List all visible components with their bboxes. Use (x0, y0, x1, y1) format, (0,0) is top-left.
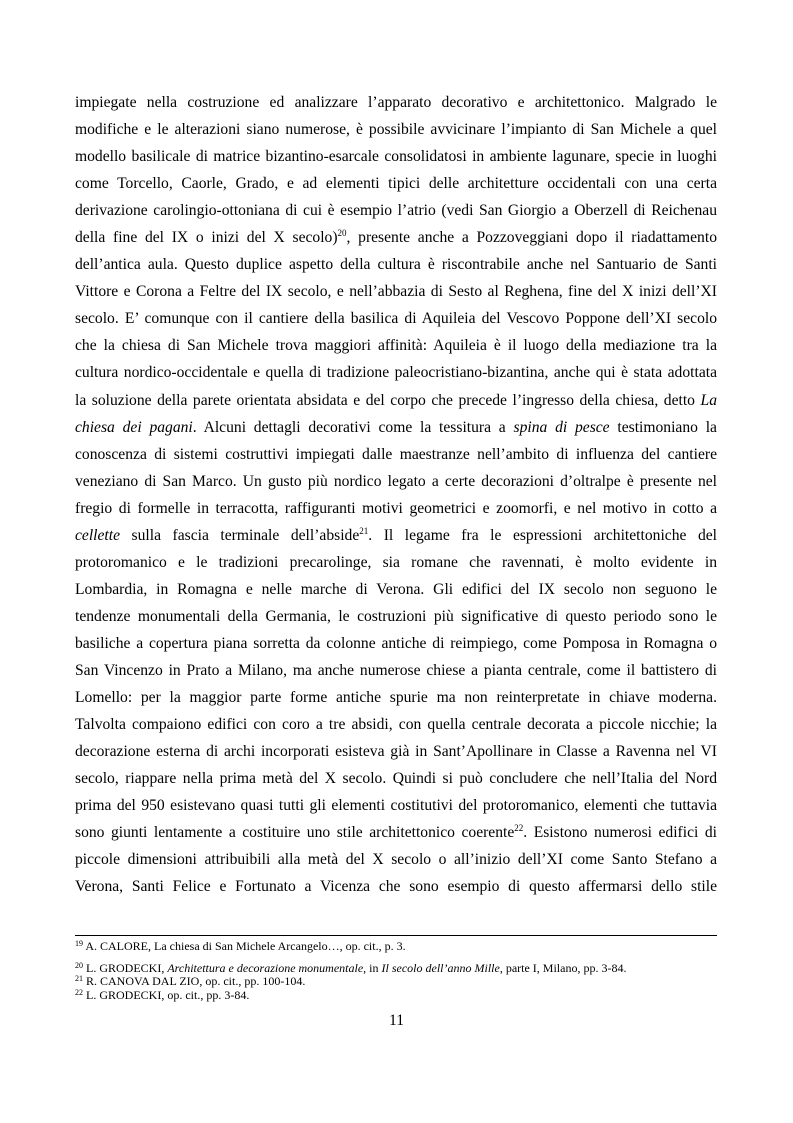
text-line (75, 116, 717, 143)
text-line (75, 603, 717, 630)
text-line (75, 305, 717, 332)
text-run: secolo. E’ comunque con il cantiere della basilica di Aquileia del Vescovo Poppone dell’XI secolo (75, 310, 717, 328)
text-line (75, 495, 717, 522)
text-run: , in (363, 961, 382, 976)
text-line (75, 278, 717, 305)
text-run: Lomello: per la maggior parte forme antiche spurie ma non reinterpretate in chiave moderna. (75, 689, 717, 707)
footnote-reference: 22 (75, 987, 83, 997)
text-run: testimoniano la (609, 418, 717, 436)
text-line (75, 170, 717, 197)
text-run: . Alcuni dettagli decorativi come la tessitura a (192, 418, 514, 436)
text-run: veneziano di San Marco. Un gusto più nordico legato a certe decorazioni d’oltralpe è presente nel (75, 472, 717, 490)
text-line (75, 414, 717, 441)
text-run: San Vincenzo in Prato a Milano, ma anche numerose chiese a pianta centrale, come il battistero di (75, 661, 717, 679)
text-run: protoromanico e le tradizioni precarolinge, sia romane che ravennati, è molto evidente in (75, 553, 717, 571)
text-line (75, 738, 717, 765)
text-line (75, 684, 717, 711)
footnote-reference: 19 (75, 939, 83, 948)
text-run: sono giunti lentamente a costituire uno stile architettonico coerente (75, 824, 515, 842)
text-run: modifiche e le alterazioni siano numerose, è possibile avvicinare l’impianto di San Michele a quel (75, 121, 717, 139)
text-run: prima del 950 esistevano quasi tutti gli elementi costitutivi del protoromanico, elementi che tuttavia (75, 797, 717, 815)
footnote-reference: 21 (75, 974, 83, 984)
text-run: Lombardia, in Romagna e nelle marche di Verona. Gli edifici del IX secolo non seguono le (75, 580, 717, 598)
text-line (75, 197, 717, 224)
text-run: sulla fascia terminale dell’abside (120, 526, 360, 544)
footnote-reference: 20 (75, 961, 83, 971)
text-run: impiegate nella costruzione ed analizzare l’apparato decorativo e architettonico. Malgrado le (75, 94, 717, 111)
text-line (75, 89, 717, 116)
text-line (75, 657, 717, 684)
text-run: la soluzione della parete orientata absidata e del corpo che precede l’ingresso della chiesa, detto (75, 391, 701, 409)
italic-text: Architettura e decorazione monumentale (167, 961, 364, 976)
text-line (75, 792, 717, 819)
text-line (75, 441, 717, 468)
text-run: Verona, Santi Felice e Fortunato a Vicenza che sono esempio di questo affermarsi dello stile (75, 878, 717, 896)
text-run: decorazione esterna di archi incorporati esisteva già in Sant’Apollinare in Classe a Ravenna nel VI (75, 743, 717, 761)
italic-text: La (700, 391, 717, 409)
body-text (75, 89, 717, 900)
text-run: L. GRODECKI, (83, 961, 168, 976)
italic-text: chiesa dei pagani (75, 418, 193, 436)
text-run: Vittore e Corona a Feltre del IX secolo, e nell’abbazia di Sesto al Reghena, fine del X inizi dell’XI (75, 283, 717, 301)
text-run: . Il legame fra le espressioni architettoniche del (368, 526, 718, 544)
text-run: piccole dimensioni attribuibili alla metà del X secolo o all’inizio dell’XI come Santo Stefano a (75, 851, 717, 869)
text-run: . Esistono numerosi edifici di (523, 824, 717, 842)
footnote-reference: 22 (514, 823, 524, 834)
page-number: 11 (388, 1012, 404, 1029)
text-run: secolo, riappare nella prima metà del X secolo. Quindi si può concludere che nell’Italia del Nord (75, 770, 717, 788)
text-run: Talvolta compaiono edifici con coro a tre absidi, con quella centrale decorata a piccole nicchie; la (75, 716, 717, 734)
text-line (75, 251, 717, 278)
text-run: come Torcello, Caorle, Grado, e ad elementi tipici delle architetture occidentali con una certa (75, 175, 717, 193)
footnotes (75, 940, 717, 1002)
text-run: basiliche a copertura piana sorretta da colonne antiche di reimpiego, come Pomposa in Romagna o (75, 634, 717, 652)
footnote (75, 940, 717, 953)
text-run: , presente anche a Pozzoveggiani dopo il riadattamento (346, 229, 717, 247)
text-line (75, 359, 717, 386)
text-run: L. GRODECKI, op. cit., pp. 3-84. (83, 987, 250, 1002)
text-line (75, 143, 717, 170)
italic-text: spina di pesce (513, 418, 610, 436)
text-line (75, 549, 717, 576)
text-run: dell’antica aula. Questo duplice aspetto della cultura è riscontrabile anche nel Santuario de Santi (75, 256, 717, 274)
text-run: A. CALORE, La chiesa di San Michele Arcangelo…, op. cit., p. 3. (83, 939, 406, 953)
text-run: conoscenza di sistemi costruttivi impiegati dalle maestranze nell’ambito di influenza del cantiere (75, 445, 717, 463)
text-line (75, 522, 717, 549)
text-line (75, 387, 717, 414)
text-run: , parte I, Milano, pp. 3-84. (499, 961, 627, 976)
text-line (75, 332, 717, 359)
text-line (75, 630, 717, 657)
footnote-separator (75, 935, 717, 936)
text-run: derivazione carolingio-ottoniana di cui è esempio l’atrio (vedi San Giorgio a Oberzell di Reichenau (75, 202, 717, 220)
text-line (75, 819, 717, 846)
italic-text: Il secolo dell’anno Mille (381, 961, 500, 976)
footnote-reference: 20 (337, 228, 347, 239)
text-line (75, 765, 717, 792)
text-run: cultura nordico-occidentale e quella di tradizione paleocristiano-bizantina, anche qui è stata adottata (75, 364, 717, 382)
text-run: che la chiesa di San Michele trova maggiori affinità: Aquileia è il luogo della mediazione tra la (75, 337, 717, 355)
text-line (75, 846, 717, 873)
text-line (75, 873, 717, 900)
footnote-reference: 21 (359, 525, 369, 536)
text-run: modello basilicale di matrice bizantino-esarcale consolidatosi in ambiente lagunare, specie in luoghi (75, 148, 717, 166)
text-run: tendenze monumentali della Germania, le costruzioni più significative di questo periodo sono le (75, 607, 717, 625)
text-run: della fine del IX o inizi del X secolo) (75, 229, 338, 247)
text-run: R. CANOVA DAL ZIO, op. cit., pp. 100-104. (83, 974, 306, 989)
text-line (75, 224, 717, 251)
text-run: fregio di formelle in terracotta, raffiguranti motivi geometrici e zoomorfi, e nel motivo in cotto a (75, 499, 717, 517)
text-line (75, 711, 717, 738)
text-line (75, 576, 717, 603)
italic-text: cellette (75, 526, 121, 544)
footnote (75, 989, 717, 1002)
text-line (75, 468, 717, 495)
